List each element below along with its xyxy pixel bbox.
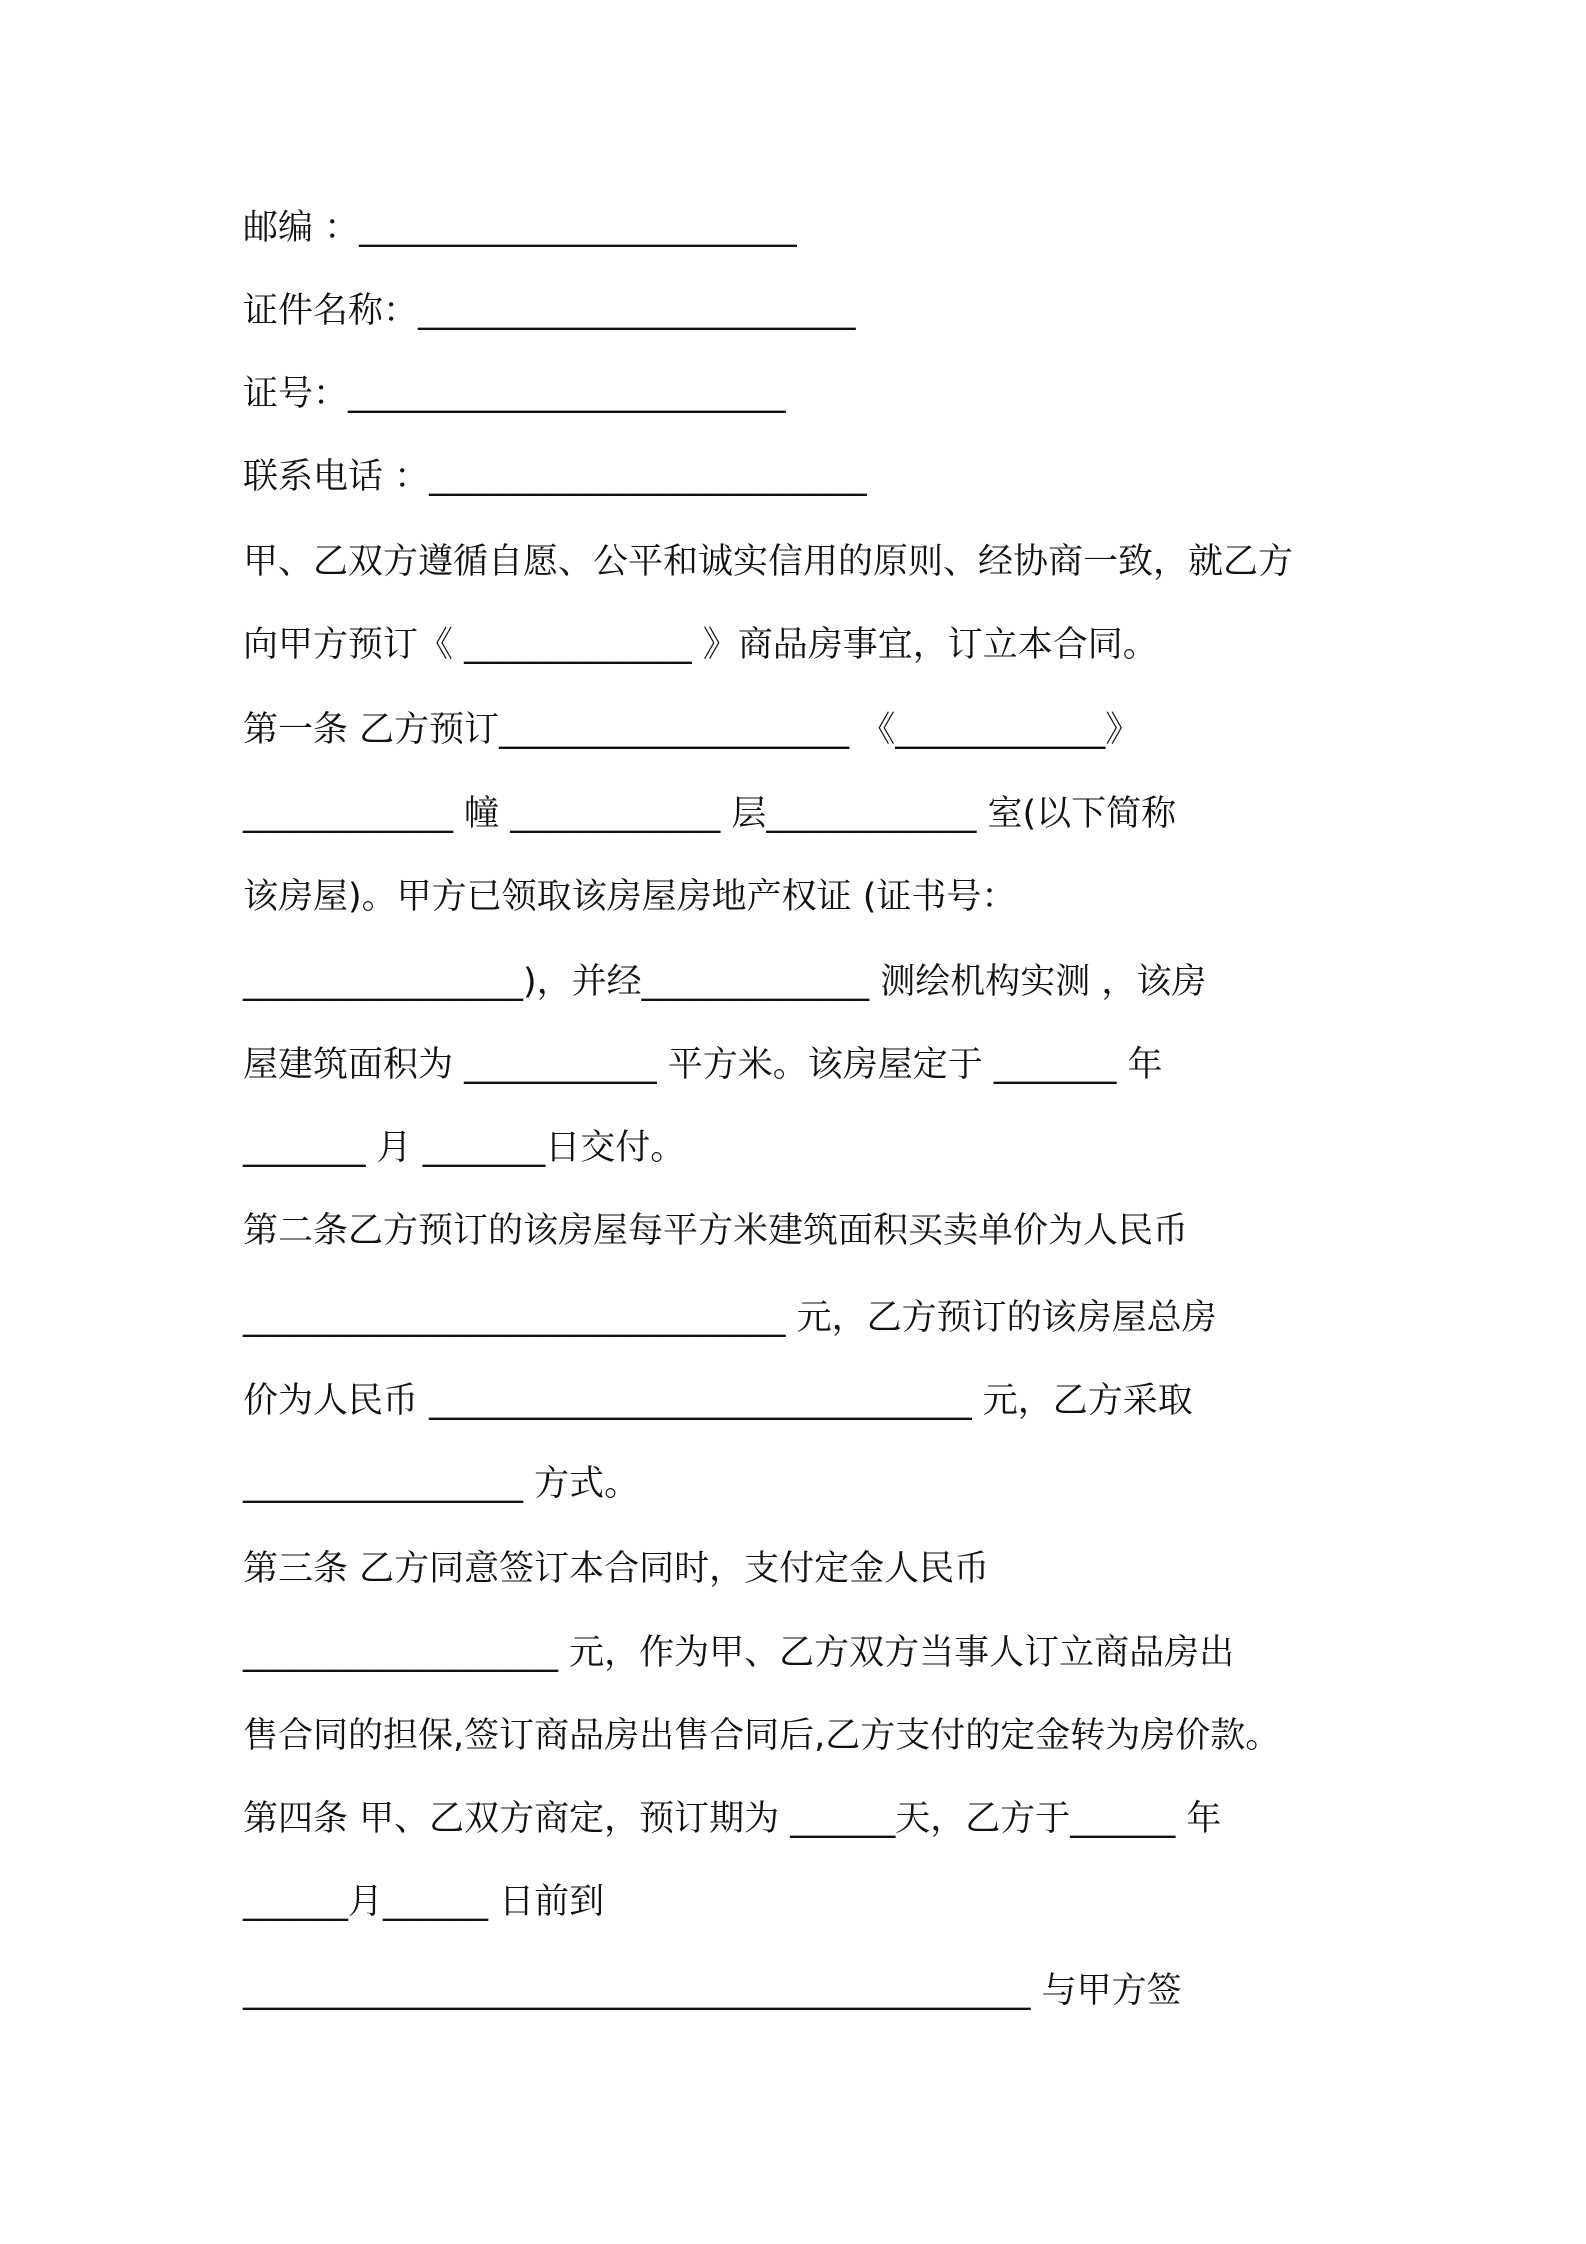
article-1-line-2: ____________ 幢 ____________ 层____________ 室(以下简称 [243, 794, 1177, 834]
article-1-line-1: 第一条 乙方预订____________________ 《____________》 [243, 710, 1141, 750]
preamble-line-2: 向甲方预订《 _____________ 》商品房事宜，订立本合同。 [243, 625, 1158, 665]
article-2-line-1: 第二条乙方预订的该房屋每平方米建筑面积买卖单价为人民币 [243, 1211, 1189, 1251]
article-4-line-3: _____________________________________________ 与甲方签 [243, 1971, 1182, 2011]
preamble-line-1: 甲、乙双方遵循自愿、公平和诚实信用的原则、经协商一致，就乙方 [243, 542, 1294, 582]
postcode-line: 邮编 ：_________________________ [243, 208, 797, 248]
article-1-line-6: _______ 月 _______日交付。 [243, 1128, 686, 1168]
article-2-line-2: _______________________________ 元，乙方预订的该房屋总房 [243, 1298, 1217, 1338]
article-2-line-4: ________________ 方式。 [243, 1464, 640, 1504]
article-2-line-3: 价为人民币 _______________________________ 元，乙方采取 [243, 1381, 1193, 1421]
article-3-line-2: __________________ 元，作为甲、乙方双方当事人订立商品房出 [243, 1633, 1235, 1673]
article-1-line-5: 屋建筑面积为 ___________ 平方米。该房屋定于 _______ 年 [243, 1045, 1163, 1085]
article-3-line-1: 第三条 乙方同意签订本合同时，支付定金人民币 [243, 1549, 990, 1589]
phone-line: 联系电话 ：_________________________ [243, 457, 867, 497]
article-1-line-3: 该房屋)。甲方已领取该房屋房地产权证 (证书号： [243, 877, 1017, 917]
article-4-line-1: 第四条 甲、乙双方商定，预订期为 ______天，乙方于______ 年 [243, 1799, 1222, 1839]
article-4-line-2: ______月______ 日前到 [243, 1882, 605, 1922]
id-type-line: 证件名称：_________________________ [243, 291, 856, 331]
article-3-line-3: 售合同的担保,签订商品房出售合同后,乙方支付的定金转为房价款。 [243, 1716, 1281, 1756]
id-number-line: 证号：_________________________ [243, 374, 786, 414]
article-1-line-4: ________________)，并经_____________ 测绘机构实测 ，该房 [243, 962, 1207, 1002]
